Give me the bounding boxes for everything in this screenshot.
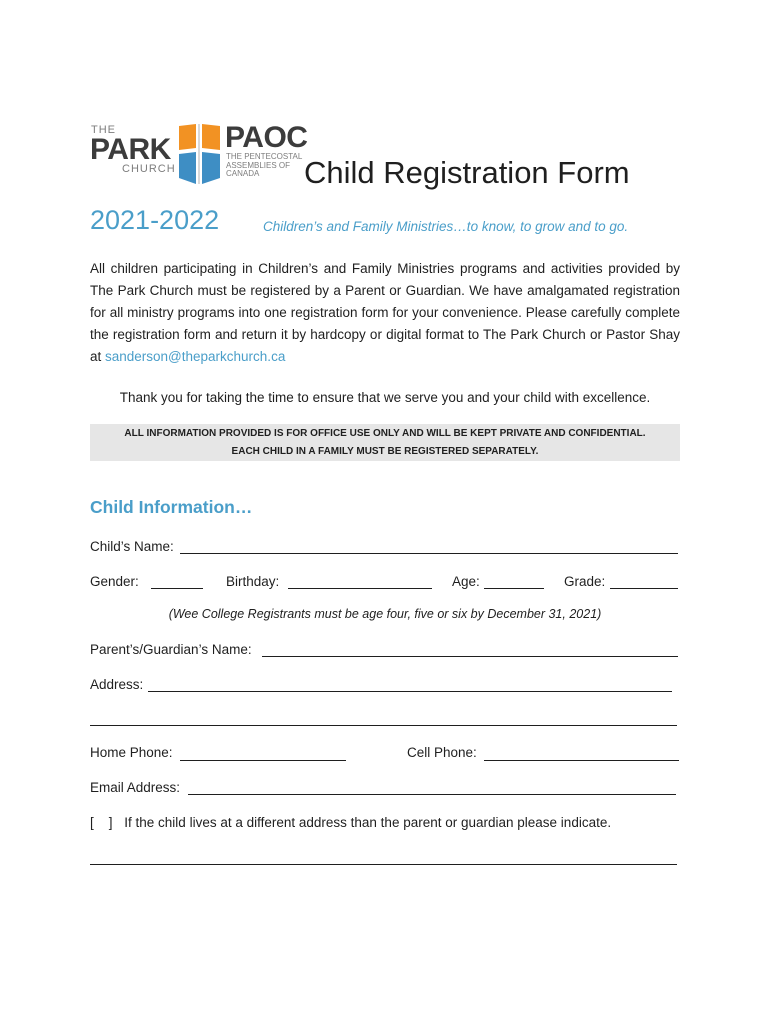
guardian-name-field[interactable] <box>262 656 678 657</box>
address-field-line-2[interactable] <box>90 725 677 726</box>
confidentiality-notice <box>90 424 680 461</box>
thanks-text: Thank you for taking the time to ensure that we serve you and your child with excellence. <box>119 390 651 405</box>
logo-park-church: CHURCH <box>122 163 176 175</box>
email-label: Email Address: <box>90 780 181 795</box>
different-address-label: If the child lives at a different address than the parent or guardian please indicate. <box>124 815 612 830</box>
home-phone-field[interactable] <box>180 760 346 761</box>
birthday-field[interactable] <box>288 588 432 589</box>
email-field[interactable] <box>188 794 676 795</box>
address-label: Address: <box>90 677 144 692</box>
logo-park-the: THE <box>91 124 116 136</box>
form-title: Child Registration Form <box>304 155 630 190</box>
cell-phone-label: Cell Phone: <box>407 745 477 760</box>
different-address-row <box>90 815 611 830</box>
notice-line-1: ALL INFORMATION PROVIDED IS FOR OFFICE USE ONLY AND WILL BE KEPT PRIVATE AND CONFIDENTIAL. <box>124 428 646 439</box>
different-address-checkbox[interactable]: [ ] <box>90 815 113 830</box>
age-field[interactable] <box>484 588 544 589</box>
ministry-tagline: Children’s and Family Ministries…to know, to grow and to go. <box>263 219 629 234</box>
notice-line-2: EACH CHILD IN A FAMILY MUST BE REGISTERED SEPARATELY. <box>231 446 539 457</box>
form-year: 2021-2022 <box>90 205 220 235</box>
contact-email-link[interactable]: sanderson@theparkchurch.ca <box>105 349 286 364</box>
intro-text: All children participating in Children’s and Family Ministries programs and activities provided by The Park Church must be registered by a Parent or Guardian. We have amalgamated registration for all ministry programs into one registration form for your convenience. Please carefully complete the registration form and return it by hardcopy or digital format to The Park Church or Pastor Shay at <box>90 261 680 364</box>
childs-name-field[interactable] <box>180 553 678 554</box>
childs-name-label: Child’s Name: <box>90 539 174 554</box>
logo-paoc: PAOC <box>225 121 308 154</box>
age-label: Age: <box>452 574 480 589</box>
home-phone-label: Home Phone: <box>90 745 173 760</box>
intro-paragraph <box>90 258 680 368</box>
birthday-label: Birthday: <box>226 574 280 589</box>
grade-field[interactable] <box>610 588 678 589</box>
book-logo-icon <box>177 122 223 188</box>
guardian-name-label: Parent’s/Guardian’s Name: <box>90 642 252 657</box>
gender-label: Gender: <box>90 574 139 589</box>
gender-field[interactable] <box>151 588 203 589</box>
address-field[interactable] <box>148 691 672 692</box>
grade-label: Grade: <box>564 574 606 589</box>
logo-paoc-subtitle: THE PENTECOSTAL ASSEMBLIES OF CANADA <box>226 152 303 178</box>
section-heading: Child Information… <box>90 497 253 517</box>
wee-college-note: (Wee College Registrants must be age four, five or six by December 31, 2021) <box>168 607 602 621</box>
logo-park-name: PARK <box>90 133 171 166</box>
cell-phone-field[interactable] <box>484 760 679 761</box>
different-address-field[interactable] <box>90 864 677 865</box>
